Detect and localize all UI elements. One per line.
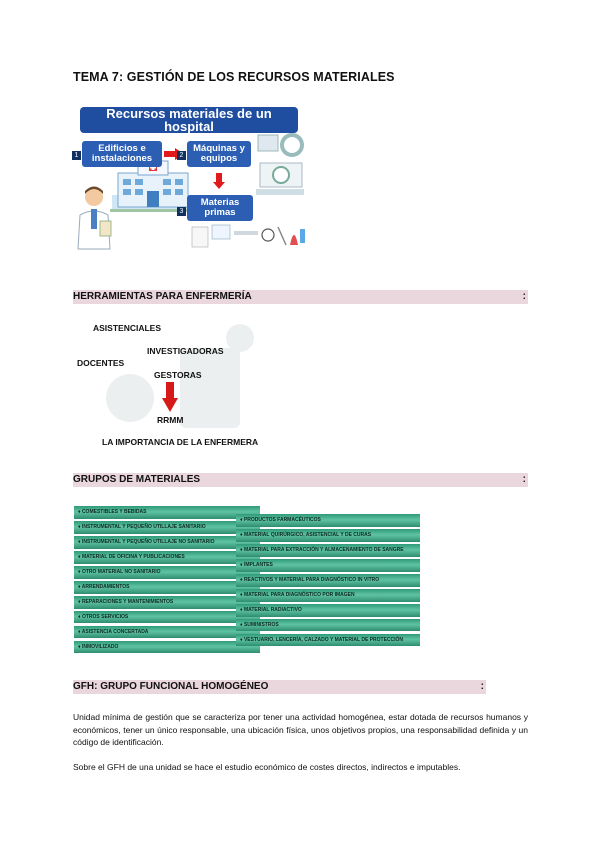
gfh-cost-paragraph: Sobre el GFH de una unidad se hace el estudio económico de costes directos, indirectos e imputables. bbox=[73, 762, 461, 772]
materials-right-column bbox=[236, 514, 420, 649]
material-item: ♦ IMPLANTES bbox=[236, 559, 420, 572]
label-investigadoras: INVESTIGADORAS bbox=[147, 346, 224, 356]
arrow-down-icon bbox=[162, 382, 178, 412]
page-title: TEMA 7: GESTIÓN DE LOS RECURSOS MATERIALES bbox=[73, 70, 395, 84]
machines-box: Máquinas y equipos bbox=[187, 141, 251, 167]
label-asistenciales: ASISTENCIALES bbox=[93, 323, 162, 333]
section-herramientas-colon: : bbox=[522, 291, 526, 302]
hospital-resources-figure bbox=[72, 103, 308, 253]
material-item: ♦ MATERIAL QUIRÚRGICO, ASISTENCIAL Y DE CURAS bbox=[236, 529, 420, 542]
section-grupos-colon: : bbox=[522, 474, 526, 485]
section-gfh-title: GFH: GRUPO FUNCIONAL HOMOGÉNEO bbox=[73, 681, 269, 692]
item-number-2: 2 bbox=[177, 151, 186, 160]
nursing-tools-figure bbox=[75, 318, 265, 453]
material-item: ♦ ARRENDAMIENTOS bbox=[74, 581, 260, 594]
section-herramientas-heading bbox=[73, 290, 528, 304]
medical-equipment-icon bbox=[254, 133, 306, 199]
material-item: ♦ MATERIAL DE OFICINA Y PUBLICACIONES bbox=[74, 551, 260, 564]
material-item: ♦ ASISTENCIA CONCERTADA bbox=[74, 626, 260, 639]
material-item: ♦ INSTRUMENTAL Y PEQUEÑO UTILLAJE SANITARIO bbox=[74, 521, 260, 534]
buildings-box: Edificios e instalaciones bbox=[82, 141, 162, 167]
section-herramientas-title: HERRAMIENTAS PARA ENFERMERÍA bbox=[73, 291, 252, 302]
material-item: ♦ REPARACIONES Y MANTENIMIENTOS bbox=[74, 596, 260, 609]
material-item: ♦ MATERIAL PARA EXTRACCIÓN Y ALMACENAMIENTO DE SANGRE bbox=[236, 544, 420, 557]
doctor-icon bbox=[72, 185, 118, 251]
material-item: ♦ MATERIAL RADIACTIVO bbox=[236, 604, 420, 617]
material-item: ♦ INMOVILIZADO bbox=[74, 641, 260, 654]
item-number-1: 1 bbox=[72, 151, 81, 160]
section-gfh-heading bbox=[73, 680, 486, 694]
materials-left-column bbox=[74, 506, 260, 656]
medical-supplies-icon bbox=[190, 221, 306, 251]
tools-caption: LA IMPORTANCIA DE LA ENFERMERA bbox=[102, 437, 259, 447]
material-item: ♦ PRODUCTOS FARMACÉUTICOS bbox=[236, 514, 420, 527]
item-number-3: 3 bbox=[177, 207, 186, 216]
material-item: ♦ OTRO MATERIAL NO SANITARIO bbox=[74, 566, 260, 579]
hospital-figure-title: Recursos materiales de un hospital bbox=[80, 107, 298, 133]
raw-materials-box: Materias primas bbox=[187, 195, 253, 221]
material-item: ♦ SUMINISTROS bbox=[236, 619, 420, 632]
material-item: ♦ MATERIAL PARA DIAGNÓSTICO POR IMAGEN bbox=[236, 589, 420, 602]
arrow-down-icon bbox=[213, 173, 225, 189]
material-item: ♦ OTROS SERVICIOS bbox=[74, 611, 260, 624]
label-docentes: DOCENTES bbox=[77, 358, 125, 368]
section-grupos-heading bbox=[73, 473, 528, 487]
label-rrmm: RRMM bbox=[157, 415, 184, 425]
label-gestoras: GESTORAS bbox=[154, 370, 202, 380]
section-grupos-title: GRUPOS DE MATERIALES bbox=[73, 474, 201, 485]
material-item: ♦ REACTIVOS Y MATERIAL PARA DIAGNÓSTICO IN VITRO bbox=[236, 574, 420, 587]
material-item: ♦ VESTUARIO, LENCERÍA, CALZADO Y MATERIAL DE PROTECCIÓN bbox=[236, 634, 420, 647]
gfh-definition-paragraph: Unidad mínima de gestión que se caracteriza por tener una actividad homogénea, estar dotada de recursos humanos y económicos, tener un único responsable, una ubicación física, unos objetivos propios, una responsabilidad definida y un código de identificación. bbox=[73, 712, 528, 747]
section-gfh-colon: : bbox=[480, 681, 484, 692]
material-item: ♦ INSTRUMENTAL Y PEQUEÑO UTILLAJE NO SANITARIO bbox=[74, 536, 260, 549]
material-item: ♦ COMESTIBLES Y BEBIDAS bbox=[74, 506, 260, 519]
